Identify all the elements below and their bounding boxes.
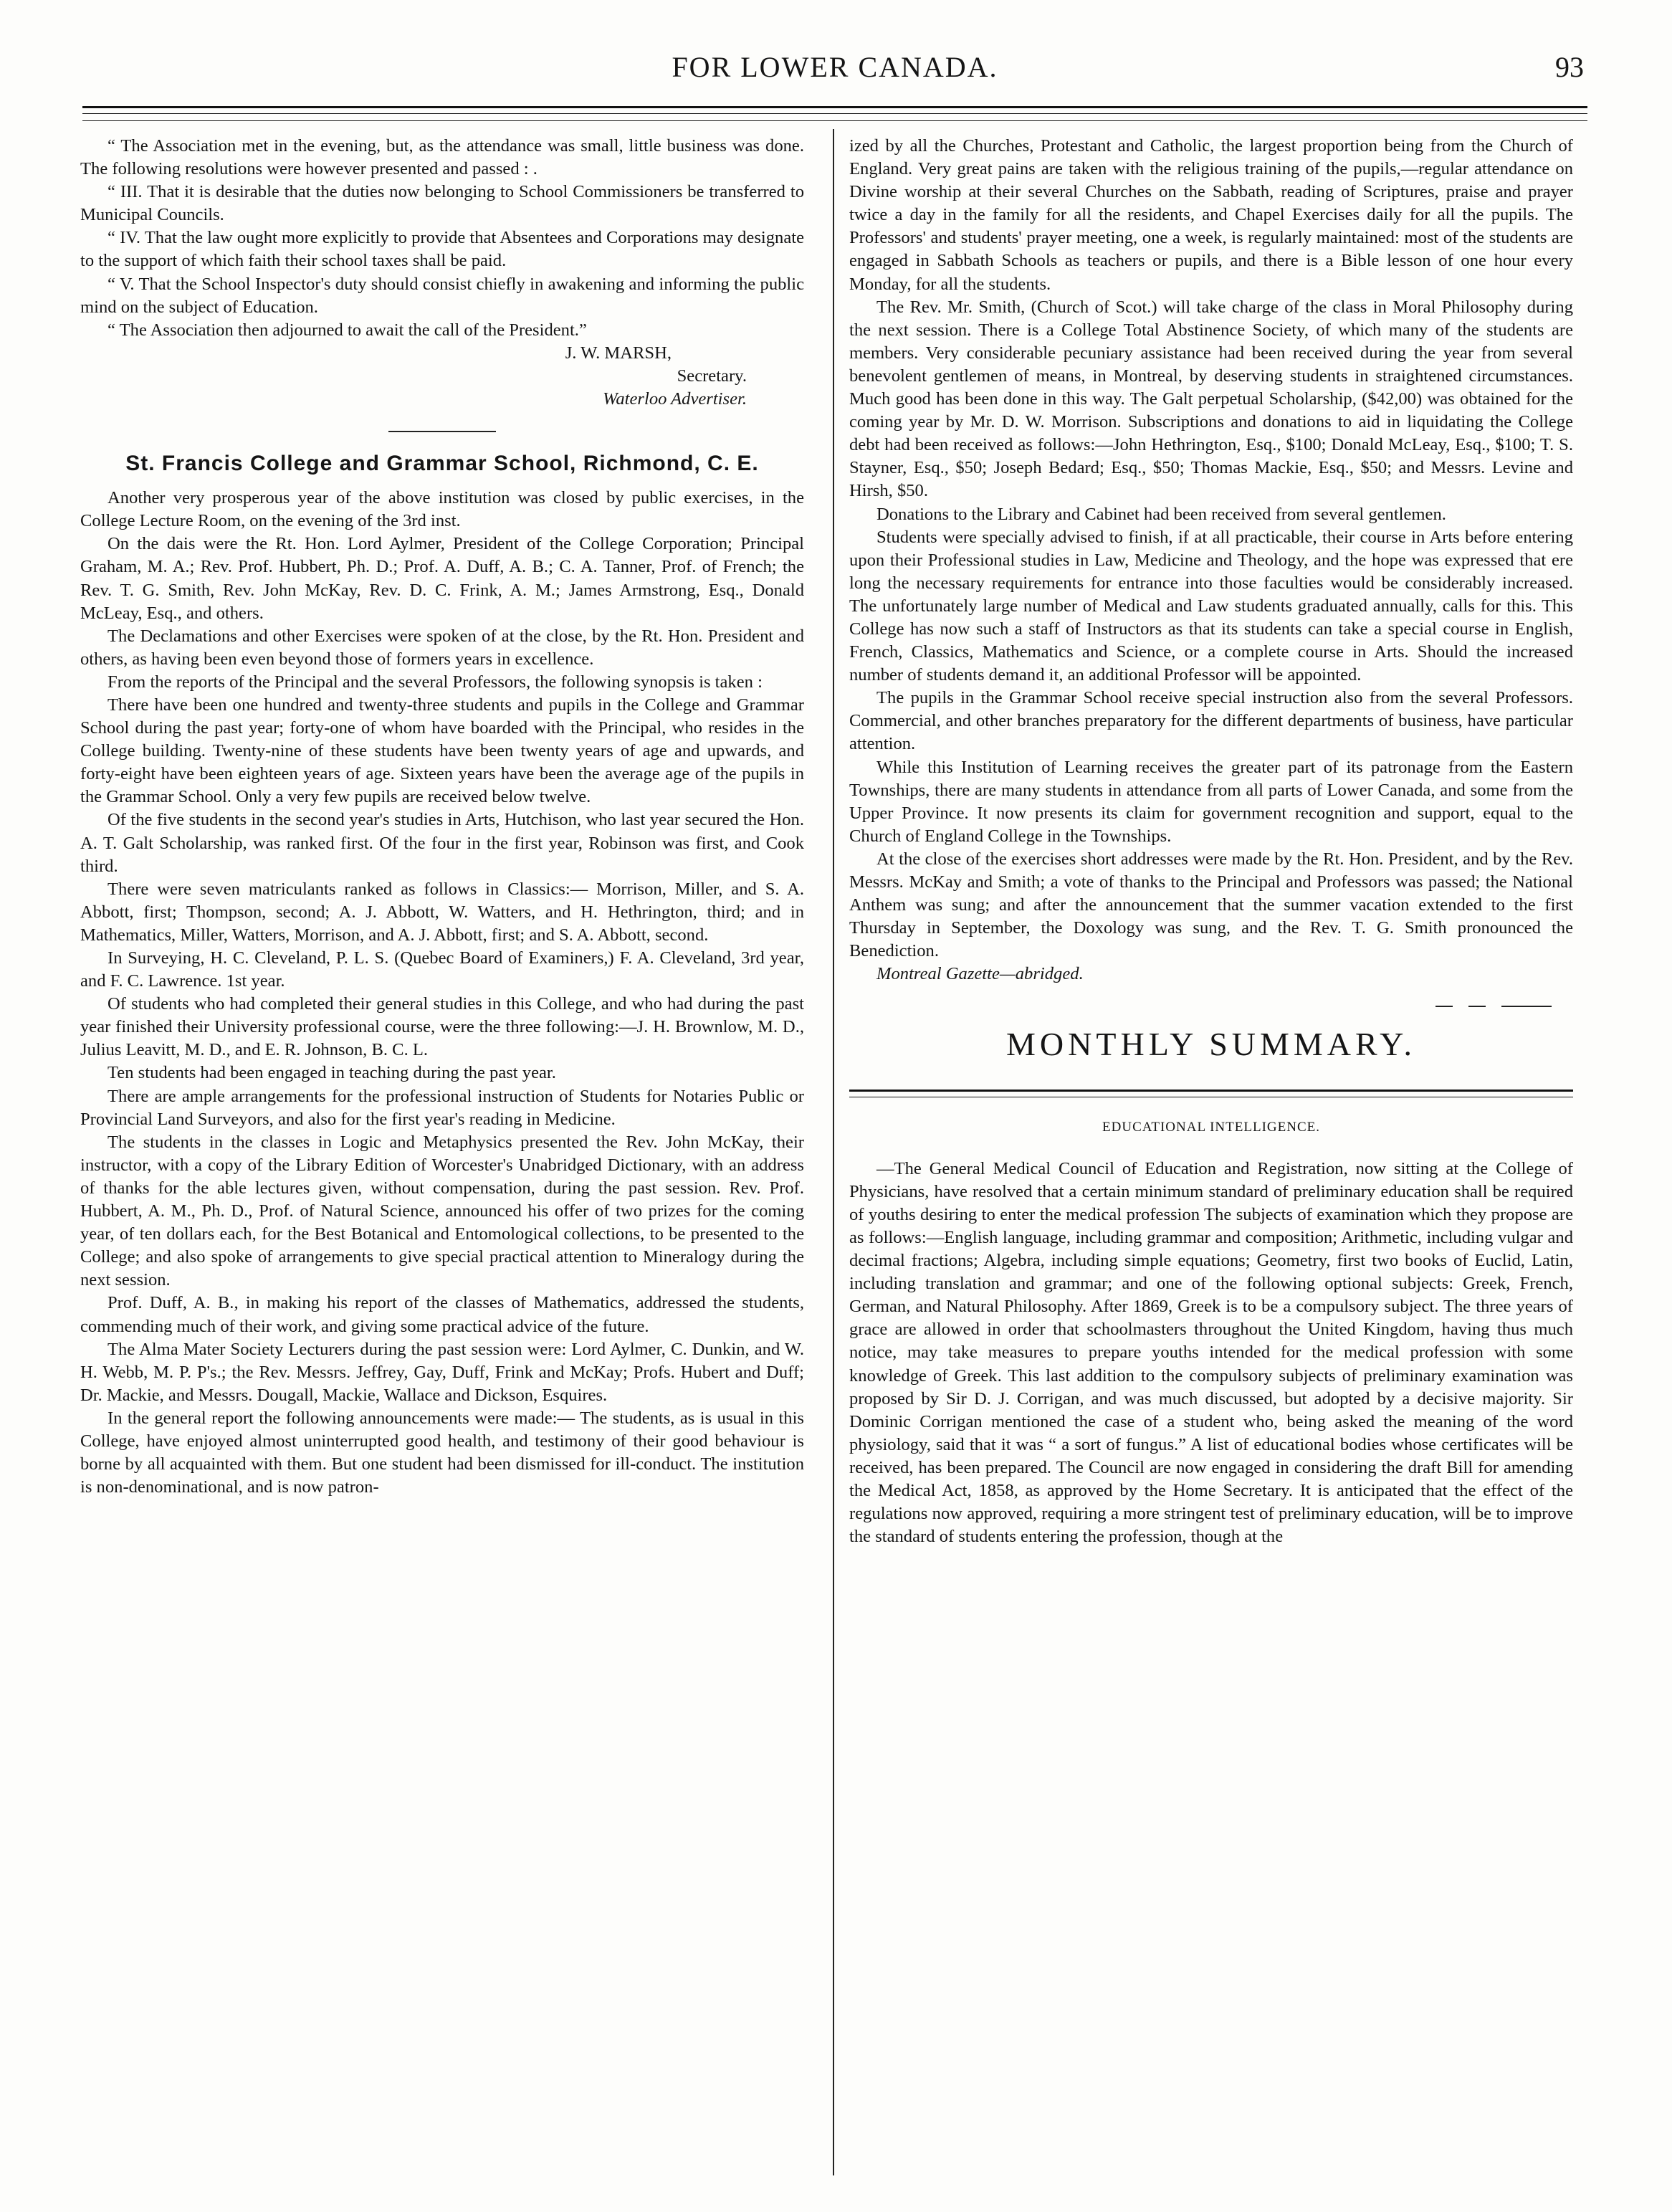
paragraph: Prof. Duff, A. B., in making his report of the classes of Mathematics, addressed the students, commending much of their work, and giving some practical advice of the future. (80, 1293, 804, 1336)
signature-name: J. W. MARSH, (565, 343, 672, 363)
paragraph: —The General Medical Council of Education and Registration, now sitting at the College of Physicians, have resolved that a certain minimum standard of preliminary education shall be required of youths desiring to enter the medical profession The subjects of examination which they propose are as follows:—English language, including grammar and composition; Arithmetic, including vulgar and decimal fractions; Algebra, including simple equations; Geometry, first two books of Euclid, Latin, including translation and grammar; and one of the following optional subjects: Greek, French, German, and Natural Philosophy. After 1869, Greek is to be a compulsory subject. The three years of grace are allowed in order that schoolmasters throughout the United Kingdom, having thus much notice, may take measures to prepare youths intended for the medical profession with some knowledge of Greek. This last addition to the compulsory subjects of preliminary examination was proposed by Sir D. J. Corrigan, and was much discussed, but adopted by a decisive majority. Sir Dominic Corrigan mentioned the case of a student who, being asked the meaning of the word physiology, said that it was “ a sort of fungus.” A list of educational bodies whose certificates will be received, has been prepared. The Council are now engaged in considering the draft Bill for amending the Medical Act, 1858, as approved by the Home Secretary. It is anticipated that the effect of the regulations now approved, requiring a more stringent test of preliminary education, will be to improve the standard of students entering the profession, though at the (849, 1158, 1573, 1547)
paragraph: The Rev. Mr. Smith, (Church of Scot.) will take charge of the class in Moral Philosophy during the next session. There is a College Total Abstinence Society, of which many of the students are members. Very considerable pecuniary assistance had been received during the year from several benevolent gentlemen of means, in Montreal, by deserving students in straightened circumstances. Much good has been done in this way. The Galt perpetual Scholarship, ($42,00) was obtained for the coming year by Mr. D. W. Morrison. Subscriptions and donations to aid in liquidating the College debt had been received as follows:—John Hethrington, Esq., $100; Donald McLeay, Esq., $100; T. S. Stayner, Esq., $50; Joseph Bedard; Esq., $50; Thomas Mackie, Esq., $50; and Messrs. Levine and Hirsh, $50. (849, 297, 1573, 501)
header-rule-thin (82, 113, 1587, 114)
paragraph: Of students who had completed their general studies in this College, and who had during the past year finished their University professional course, were the three following:—J. H. Brownlow, M. D., Julius Leavitt, M. D., and E. R. Johnson, B. C. L. (80, 994, 804, 1060)
running-title: FOR LOWER CANADA. (672, 51, 998, 83)
article-source: Montreal Gazette—abridged. (876, 964, 1084, 984)
paragraph: “ The Association then adjourned to await the call of the President.” (108, 320, 587, 340)
paragraph: The Alma Mater Society Lecturers during the past session were: Lord Aylmer, C. Dunkin, and W. H. Webb, M. P. P's.; the Rev. Messrs. Jeffrey, Gay, Duff, Frink and McKay; Profs. Hubert and Duff; Dr. Mackie, and Messrs. Dougall, Mackie, Wallace and Dickson, Esquires. (80, 1339, 804, 1405)
paragraph: Donations to the Library and Cabinet had been received from several gentlemen. (876, 504, 1446, 524)
right-column (849, 135, 1573, 1548)
header-rule (82, 106, 1587, 108)
paragraph: There have been one hundred and twenty-three students and pupils in the College and Grammar School during the past year; forty-one of whom have boarded with the Principal, who resides in the College building. Twenty-nine of these students have been twenty years of age and upwards, and forty-eight have been eighteen years of age. Sixteen years have been the average age of the pupils in the Grammar School. Only a very few pupils are received below twelve. (80, 695, 804, 807)
subheading: EDUCATIONAL INTELLIGENCE. (1102, 1119, 1320, 1135)
page-header (86, 50, 1584, 93)
paragraph: The students in the classes in Logic and Metaphysics presented the Rev. John McKay, their instructor, with a copy of the Library Edition of Worcester's Unabridged Dictionary, with an address of thanks for the able lectures given, without compensation, during the past session. Rev. Prof. Hubbert, A. M., Ph. D., Prof. of Natural Science, announced his offer of two prizes for the coming year, of ten dollars each, for the Best Botanical and Entomological collections, to be presented to the College; and also spoke of arrangements to give special practical attention to Mineralogy during the next session. (80, 1132, 804, 1290)
paragraph: “ IV. That the law ought more explicitly to provide that Absentees and Corporations may designate to the support of which faith their school taxes shall be paid. (80, 228, 804, 271)
signature-source: Waterloo Advertiser. (603, 389, 747, 409)
paragraph: There are ample arrangements for the professional instruction of Students for Notaries Public or Provincial Land Surveyors, and also for the first year's reading in Medicine. (80, 1086, 804, 1129)
paragraph: “ V. That the School Inspector's duty should consist chiefly in awakening and informing the public mind on the subject of Education. (80, 274, 804, 317)
paragraph: On the dais were the Rt. Hon. Lord Aylmer, President of the College Corporation; Principal Graham, M. A.; Rev. Prof. Hubbert, Ph. D.; Prof. A. Duff, A. B.; C. A. Tanner, Prof. of French; the Rev. T. G. Smith, Rev. John McKay, Rev. D. C. Frink, A. M.; James Armstrong, Esq., Donald McLeay, Esq., and others. (80, 534, 804, 623)
paragraph: The pupils in the Grammar School receive special instruction also from the several Professors. Commercial, and other branches preparatory for the different departments of business, have particular attention. (849, 688, 1573, 754)
paragraph: Ten students had been engaged in teaching during the past year. (108, 1063, 556, 1083)
paragraph: ized by all the Churches, Protestant and Catholic, the largest proportion being from the Church of England. Very great pains are taken with the religious training of the pupils,—regular attendance on Divine worship at their several Churches on the Sabbath, reading of Scriptures, praise and prayer twice a day in the family for all the residents, and Chapel Exercises daily for all the pupils. The Professors' and students' prayer meeting, one a week, is regularly maintained: most of the students are engaged in Sabbath Schools as teachers or pupils, and there is a Bible lesson of one hour every Monday, for all the students. (849, 136, 1573, 294)
paragraph: Students were specially advised to finish, if at all practicable, their course in Arts before entering upon their Professional studies in Law, Medicine and Theology, and the hope was expressed that ere long the necessary requirements for entrance into those faculties would be considerably increased. The unfortunately large number of Medical and Law students graduated annually, calls for this. This College has now such a staff of Instructors as that its students can take a special course in English, French, Classics, Mathematics and Science, or a complete course in Arts. Should the increased number of students demand it, an additional Professor will be appointed. (849, 527, 1573, 685)
article-heading: St. Francis College and Grammar School, Richmond, C. E. (125, 452, 759, 476)
section-separator (388, 431, 496, 432)
paragraph: In the general report the following announcements were made:— The students, as is usual in this College, have enjoyed almost uninterrupted good health, and testimony of their good behaviour is borne by all acquainted with them. But one student had been dismissed for ill-conduct. The institution is non-denominational, and is now patron- (80, 1408, 804, 1497)
header-rule-thin-2 (82, 120, 1587, 121)
paragraph: “ The Association met in the evening, but, as the attendance was small, little business was done. The following resolutions were however presented and passed : . (80, 136, 804, 179)
paragraph: “ III. That it is desirable that the duties now belonging to School Commissioners be transferred to Municipal Councils. (80, 182, 804, 225)
page-number: 93 (1555, 51, 1584, 83)
left-column (80, 135, 804, 1499)
signature-title: Secretary. (677, 366, 747, 386)
section-title: MONTHLY SUMMARY. (1006, 1026, 1416, 1063)
paragraph: From the reports of the Principal and the several Professors, the following synopsis is taken : (108, 672, 763, 692)
paragraph: While this Institution of Learning receives the greater part of its patronage from the Eastern Townships, there are many students in attendance from all parts of Lower Canada, and some from the Upper Province. It now presents its claim for government recognition and support, equal to the Church of England College in the Townships. (849, 757, 1573, 846)
paragraph: At the close of the exercises short addresses were made by the Rt. Hon. President, and by the Rev. Messrs. McKay and Smith; a vote of thanks to the Principal and Professors was passed; the National Anthem was sung; and after the announcement that the summer vacation extended to the first Thursday in September, the Doxology was sung, and the Rev. T. G. Smith pronounced the Benediction. (849, 849, 1573, 961)
paragraph: Another very prosperous year of the above institution was closed by public exercises, in the College Lecture Room, on the evening of the 3rd inst. (80, 488, 804, 531)
paragraph: The Declamations and other Exercises were spoken of at the close, by the Rt. Hon. President and others, as having been even beyond those of formers years in excellence. (80, 626, 804, 669)
column-divider (833, 129, 834, 2175)
dash-separator (849, 1006, 1552, 1007)
paragraph: Of the five students in the second year's studies in Arts, Hutchison, who last year secured the Hon. A. T. Galt Scholarship, was ranked first. Of the four in the first year, Robinson was first, and Cook third. (80, 810, 804, 876)
section-rule (849, 1090, 1573, 1092)
paragraph: In Surveying, H. C. Cleveland, P. L. S. (Quebec Board of Examiners,) F. A. Cleveland, 3rd year, and F. C. Lawrence. 1st year. (80, 948, 804, 991)
paragraph: There were seven matriculants ranked as follows in Classics:— Morrison, Miller, and S. A. Abbott, first; Thompson, second; A. J. Abbott, W. Watters, and H. Hethrington, third; and in Mathematics, Miller, Watters, Morrison, and A. J. Abbott, first; and S. A. Abbott, second. (80, 879, 804, 945)
